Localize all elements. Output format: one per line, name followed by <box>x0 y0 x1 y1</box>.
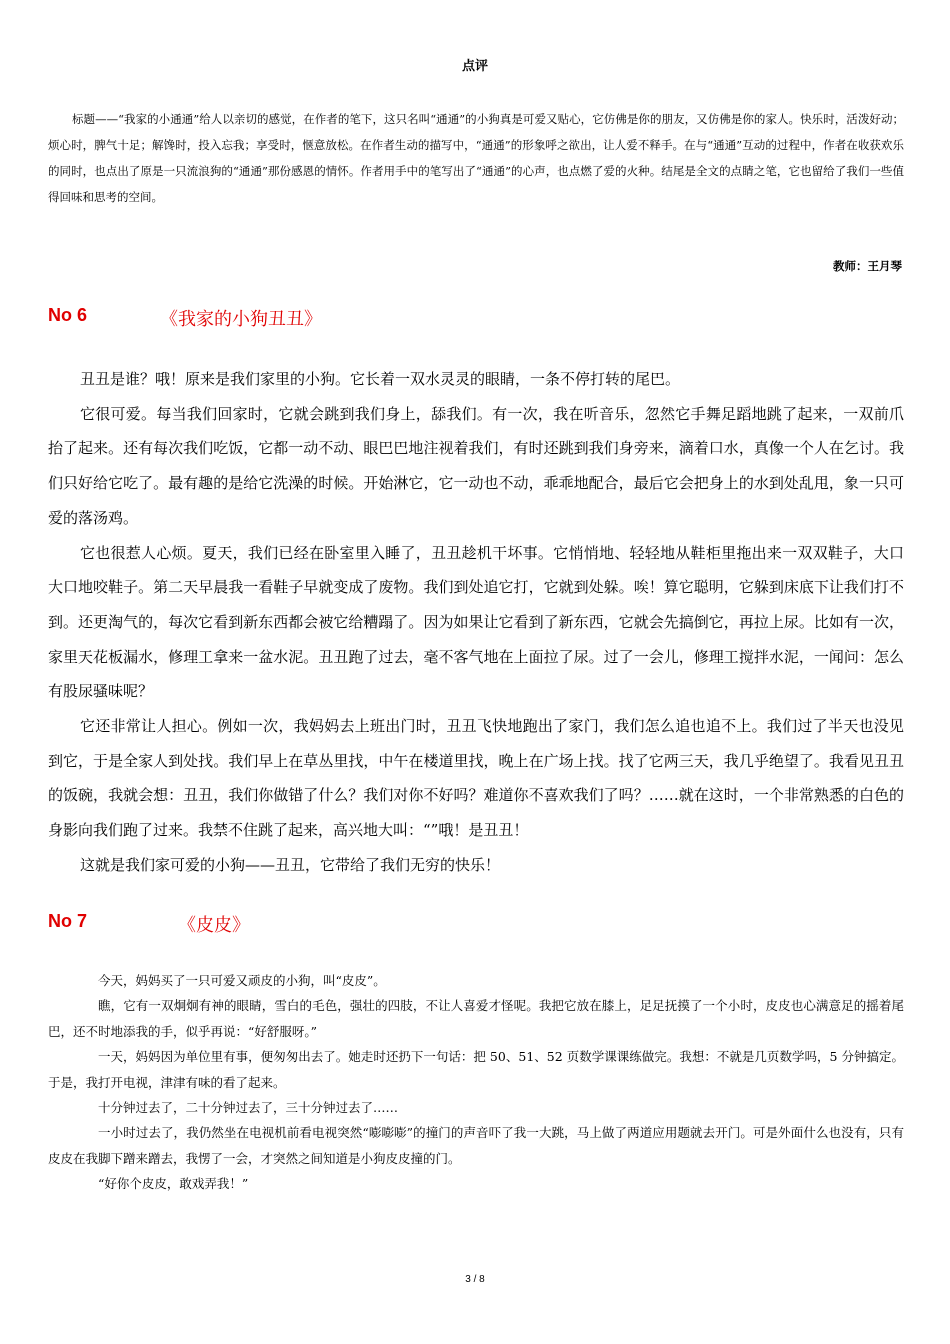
teacher-signature: 教师：王月琴 <box>833 261 902 273</box>
paragraph: 一天，妈妈因为单位里有事，便匆匆出去了。她走时还扔下一句话：把 50、51、52 页数学课课练做完。我想：不就是几页数学吗，5 分钟搞定。于是，我打开电视，津津有味的看了起来。 <box>48 1049 904 1090</box>
paragraph: 十分钟过去了，二十分钟过去了，三十分钟过去了…… <box>98 1100 399 1116</box>
paragraph: 一小时过去了，我仍然坐在电视机前看电视突然“嘭嘭嘭”的撞门的声音吓了我一大跳，马上做了两道应用题就去开门。可是外面什么也没有，只有皮皮在我脚下蹭来蹭去，我愣了一会，才突然之间知道是小狗皮皮撞的门。 <box>48 1125 904 1166</box>
section-title: 《皮皮》 <box>178 915 250 936</box>
paragraph: 它很可爱。每当我们回家时，它就会跳到我们身上，舔我们。有一次，我在听音乐，忽然它手舞足蹈地跳了起来，一双前爪抬了起来。还有每次我们吃饭，它都一动不动、眼巴巴地注视着我们，有时还跳到我们身旁来，滴着口水，真像一个人在乞讨。我们只好给它吃了。最有趣的是给它洗澡的时候。开始淋它，它一动也不动，乖乖地配合，最后它会把身上的水到处乱甩，象一只可爱的落汤鸡。 <box>48 404 904 527</box>
paragraph: “好你个皮皮，敢戏弄我！” <box>98 1176 249 1192</box>
section-number: No 6 <box>48 305 88 325</box>
section-number: No 7 <box>48 911 88 931</box>
paragraph: 瞧，它有一双炯炯有神的眼睛，雪白的毛色，强壮的四肢，不让人喜爱才怪呢。我把它放在膝上，足足抚摸了一个小时，皮皮也心满意足的摇着尾巴，还不时地添我的手，似乎再说：“好舒服呀。” <box>48 998 904 1039</box>
paragraph: 这就是我们家可爱的小狗——丑丑，它带给了我们无穷的快乐！ <box>80 855 501 874</box>
section-title: 《我家的小狗丑丑》 <box>160 309 322 330</box>
paragraph: 它还非常让人担心。例如一次，我妈妈去上班出门时，丑丑飞快地跑出了家门，我们怎么追也追不上。我们过了半天也没见到它，于是全家人到处找。我们早上在草丛里找，中午在楼道里找，晚上在广场上找。找了它两三天，我几乎绝望了。我看见丑丑的饭碗，我就会想：丑丑，我们你做错了什么？我们对你不好吗？难道你不喜欢我们了吗？……就在这时，一个非常熟悉的白色的身影向我们跑了过来。我禁不住跳了起来，高兴地大叫：“”哦！是丑丑！ <box>48 717 904 840</box>
story-6-body <box>48 362 904 883</box>
paragraph: 今天，妈妈买了一只可爱又顽皮的小狗，叫“皮皮”。 <box>98 973 386 988</box>
comment-title: 点评 <box>461 58 488 73</box>
comment-body: 标题——“我家的小通通”给人以亲切的感觉，在作者的笔下，这只名叫“通通”的小狗真是可爱又贴心，它仿佛是你的朋友，又仿佛是你的家人。快乐时，活泼好动；烦心时，脾气十足；解馋时，投入忘我；享受时，惬意放松。在作者生动的描写中，“通通”的形象呼之欲出，让人爱不释手。在与“通通”互动的过程中，作者在收获欢乐的同时，也点出了原是一只流浪狗的“通通”那份感恩的情怀。作者用手中的笔写出了“通通”的心声，也点燃了爱的火种。结尾是全文的点睛之笔，它也留给了我们一些值得回味和思考的空间。 <box>48 112 904 204</box>
paragraph: 它也很惹人心烦。夏天，我们已经在卧室里入睡了，丑丑趁机干坏事。它悄悄地、轻轻地从鞋柜里拖出来一双双鞋子，大口大口地咬鞋子。第二天早晨我一看鞋子早就变成了废物。我们到处追它打，它就到处躲。唉！算它聪明，它躲到床底下让我们打不到。还更淘气的，每次它看到新东西都会被它给糟蹋了。因为如果让它看到了新东西，它就会先搞倒它，再拉上尿。比如有一次，家里天花板漏水，修理工拿来一盆水泥。丑丑跑了过去，毫不客气地在上面拉了尿。过了一会儿，修理工搅拌水泥，一闻问：怎么有股尿骚味呢？ <box>48 543 904 701</box>
paragraph: 丑丑是谁？哦！原来是我们家里的小狗。它长着一双水灵灵的眼睛，一条不停打转的尾巴。 <box>80 370 681 388</box>
page-number: 3 / 8 <box>465 1274 485 1285</box>
story-7-body <box>48 968 904 1197</box>
